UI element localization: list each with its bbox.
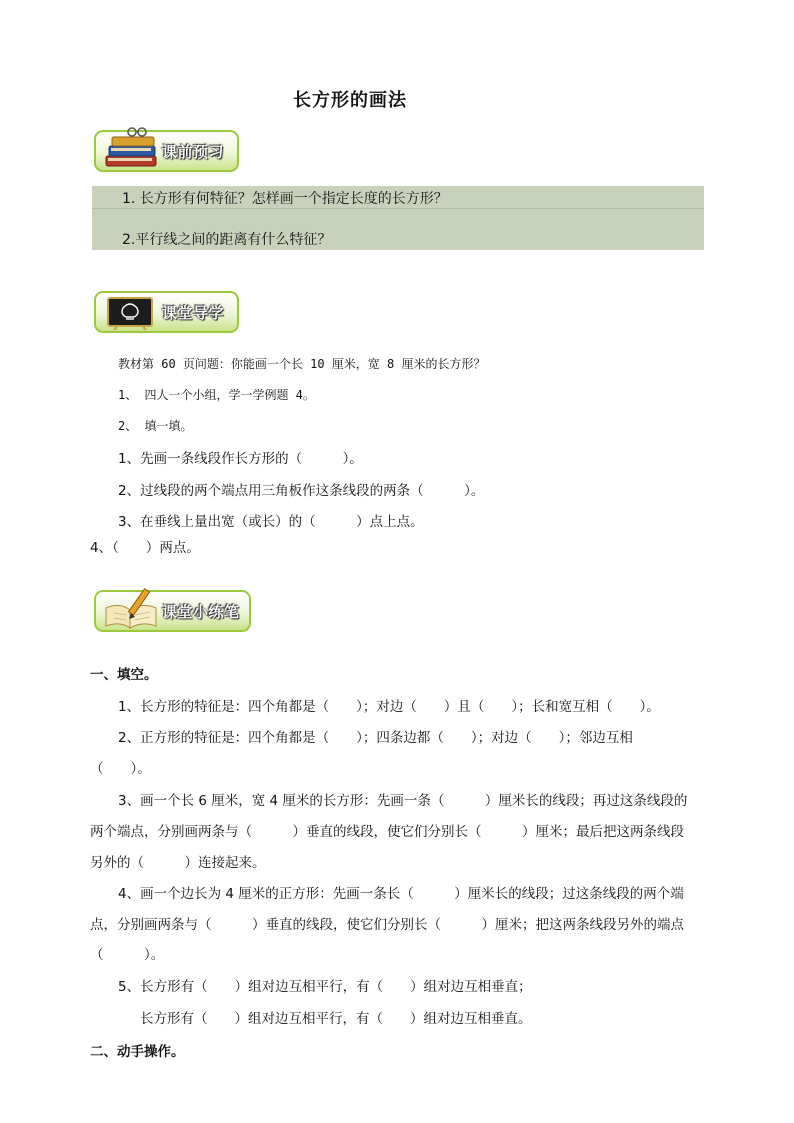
practice-q2-line2: （ ）。 — [90, 761, 151, 777]
practice-q1: 1、长方形的特征是：四个角都是（ ）；对边（ ）且（ ）；长和宽互相（ ）。 — [118, 699, 660, 715]
guide-intro: 教材第 60 页问题：你能画一个长 10 厘米，宽 8 厘米的长方形？ — [118, 357, 486, 371]
section-badge-practice — [94, 590, 251, 632]
section-badge-guide — [94, 291, 239, 333]
practice-q3-line3: 另外的（ ）连接起来。 — [90, 855, 266, 871]
guide-step-1: 1、 四人一个小组，学一学例题 4。 — [118, 388, 315, 402]
practice-q3-line1: 3、画一个长 6 厘米，宽 4 厘米的长方形：先画一条（ ）厘米长的线段；再过这条线段的 — [118, 793, 688, 809]
practice-part1-title: 一、填空。 — [90, 667, 158, 683]
guide-step-2: 2、 填一填。 — [118, 419, 193, 433]
section-label-practice: 课堂小练笔 — [162, 603, 240, 621]
section-badge-preview — [94, 130, 239, 172]
section-label-guide: 课堂导学 — [162, 304, 225, 322]
books-icon — [104, 126, 160, 170]
preview-questions-box — [92, 186, 704, 250]
chalkboard-icon — [106, 296, 154, 330]
practice-q5-line1: 5、长方形有（ ）组对边互相平行，有（ ）组对边互相垂直； — [118, 979, 532, 995]
preview-divider — [92, 208, 704, 209]
practice-q5-line2: 长方形有（ ）组对边互相平行，有（ ）组对边互相垂直。 — [140, 1011, 532, 1027]
guide-fill-1: 1、先画一条线段作长方形的（ ）。 — [118, 451, 363, 467]
page-title: 长方形的画法 — [293, 90, 407, 111]
practice-q3-line2: 两个端点，分别画两条与（ ）垂直的线段，使它们分别长（ ）厘米；最后把这两条线段 — [90, 824, 684, 840]
section-label-preview: 课前预习 — [162, 143, 225, 161]
practice-part2-title: 二、动手操作。 — [90, 1044, 185, 1060]
preview-question-1: 1. 长方形有何特征？怎样画一个指定长度的长方形？ — [122, 191, 448, 207]
preview-question-2: 2.平行线之间的距离有什么特征？ — [122, 232, 332, 248]
practice-q4-line1: 4、画一个边长为 4 厘米的正方形：先画一条长（ ）厘米长的线段；过这条线段的两个端 — [118, 886, 684, 902]
guide-fill-2: 2、过线段的两个端点用三角板作这条线段的两条（ ）。 — [118, 483, 485, 499]
notebook-pencil-icon — [102, 586, 160, 630]
guide-fill-4: 4、（ ）两点。 — [90, 540, 200, 556]
practice-q4-line2: 点，分别画两条与（ ）垂直的线段，使它们分别长（ ）厘米；把这两条线段另外的端点 — [90, 917, 684, 933]
guide-fill-3: 3、在垂线上量出宽（或长）的（ ）点上点。 — [118, 514, 424, 530]
practice-q2-line1: 2、正方形的特征是：四个角都是（ ）；四条边都（ ）；对边（ ）；邻边互相 — [118, 730, 633, 746]
practice-q4-line3: （ ）。 — [90, 947, 165, 963]
